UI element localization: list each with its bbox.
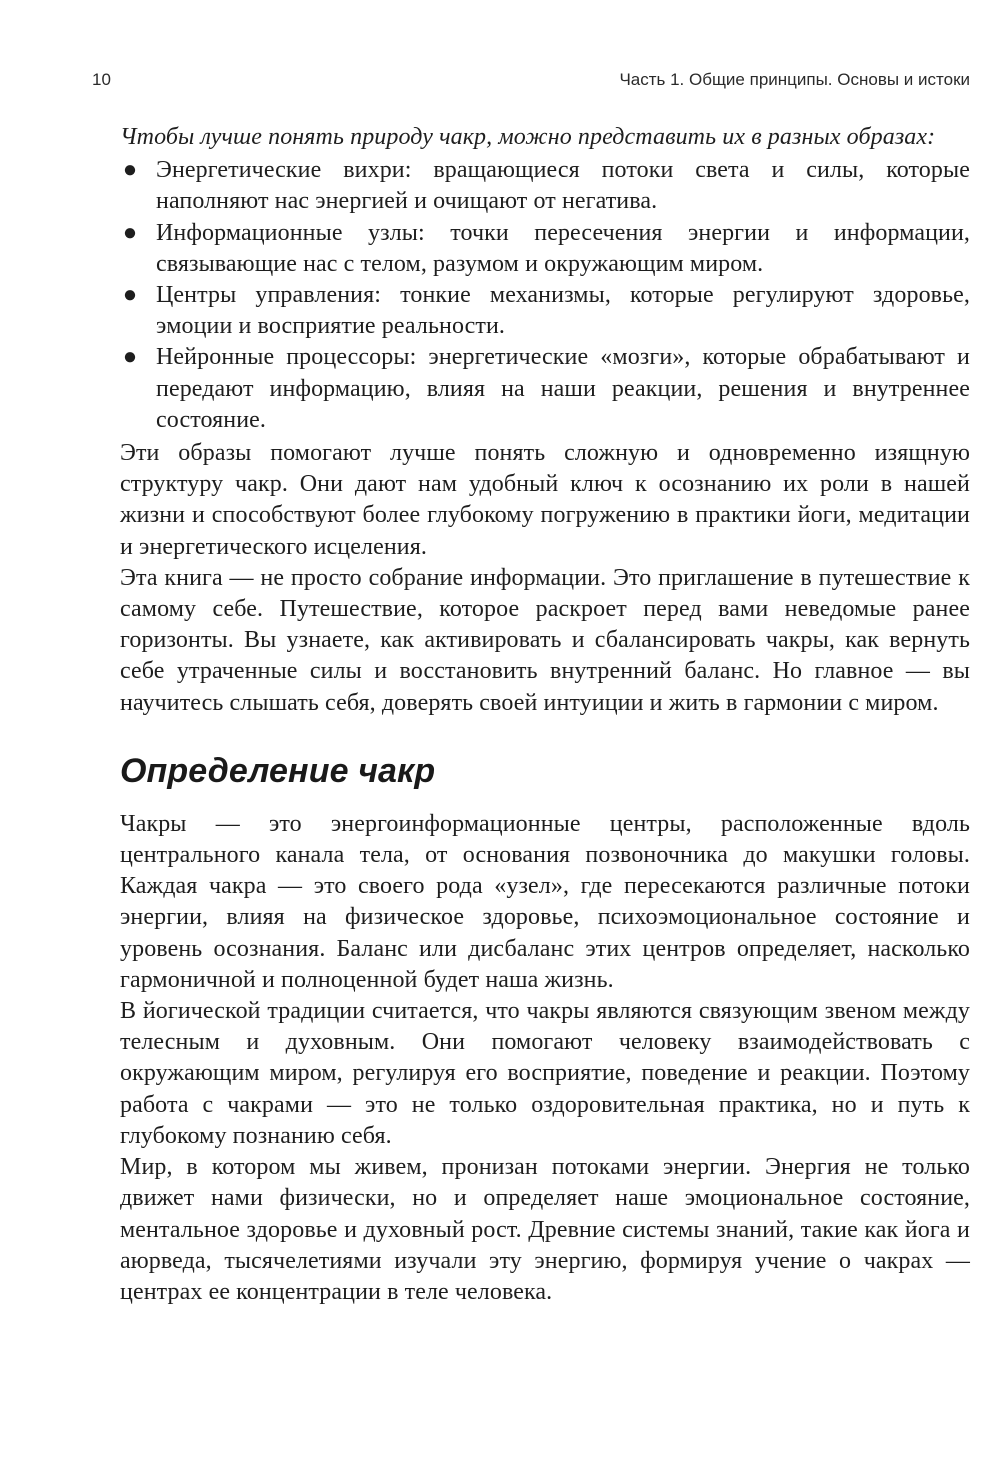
page-number: 10 (92, 70, 111, 89)
list-item-text: Информационные узлы: точки пересечения энергии и информации, связывающие нас с телом, разумом и окружающим миром. (156, 219, 970, 277)
list-item (120, 155, 970, 217)
paragraph: Эти образы помогают лучше понять сложную и одновременно изящную структуру чакр. Они дают нам удобный ключ к осознанию их роли в нашей жизни и способствуют более глубокому погружению в практики йоги, медитации и энергетического исцеления. (120, 440, 970, 560)
bullet-list (120, 155, 970, 436)
list-item (120, 218, 970, 280)
bullet-icon: ● (122, 344, 138, 371)
paragraph (120, 563, 970, 719)
running-header (92, 70, 970, 100)
paragraph: Мир, в котором мы живем, пронизан потоками энергии. Энергия не только движет нами физически, но и определяет наше эмоциональное состояние, ментальное здоровье и духовный рост. Древние системы знаний, такие как йога и аюрведа, тысячелетиями изучали эту энергию, формируя учение о чакрах — центрах ее концентрации в теле человека. (120, 1154, 970, 1305)
list-item-text: Нейронные процессоры: энергетические «мозги», которые обрабатывают и передают информацию, влияя на наши реакции, решения и внутреннее состояние. (156, 344, 970, 433)
chapter-title: Часть 1. Общие принципы. Основы и истоки (619, 70, 970, 89)
intro-text: Чтобы лучше понять природу чакр, можно представить их в разных образах: (120, 124, 936, 150)
list-item (120, 280, 970, 342)
list-item-text: Центры управления: тонкие механизмы, которые регулируют здоровье, эмоции и восприятие реальности. (156, 282, 970, 340)
bullet-icon: ● (122, 282, 138, 309)
paragraph: Чакры — это энергоинформационные центры, расположенные вдоль центрального канала тела, от основания позвоночника до макушки головы. Каждая чакра — это своего рода «узел», где пересекаются различные потоки энергии, влияя на физическое здоровье, психоэмоциональное состояние и уровень осознания. Баланс или дисбаланс этих центров определяет, насколько гармоничной и полноценной будет наша жизнь. (120, 810, 970, 993)
list-item-text: Энергетические вихри: вращающиеся потоки света и силы, которые наполняют нас энергией и очищают от негатива. (156, 157, 970, 215)
paragraph-text: Эта книга — не просто собрание информации. Это приглашение в путешествие к самому себе. Путешествие, которое раскроет перед вами неведомые ранее горизонты. Вы узнаете, как активировать и сбалансировать чакры, как вернуть себе утраченные силы и восстановить внутренний баланс. Но главное — вы научитесь слышать себя, доверять своей интуиции и жить в гармонии с миром. (120, 564, 970, 716)
list-item (120, 342, 970, 436)
body-text (120, 122, 970, 1308)
bullet-icon: ● (122, 219, 138, 246)
bullet-icon: ● (122, 157, 138, 184)
section-title: Определение чакр (120, 751, 436, 790)
paragraph: В йогической традиции считается, что чакры являются связующим звеном между телесным и духовным. Они помогают человеку взаимодействовать с окружающим миром, регулируя его восприятие, поведение и реакции. Поэтому работа с чакрами — это не только оздоровительная практика, но и путь к глубокому познанию себя. (120, 998, 970, 1149)
